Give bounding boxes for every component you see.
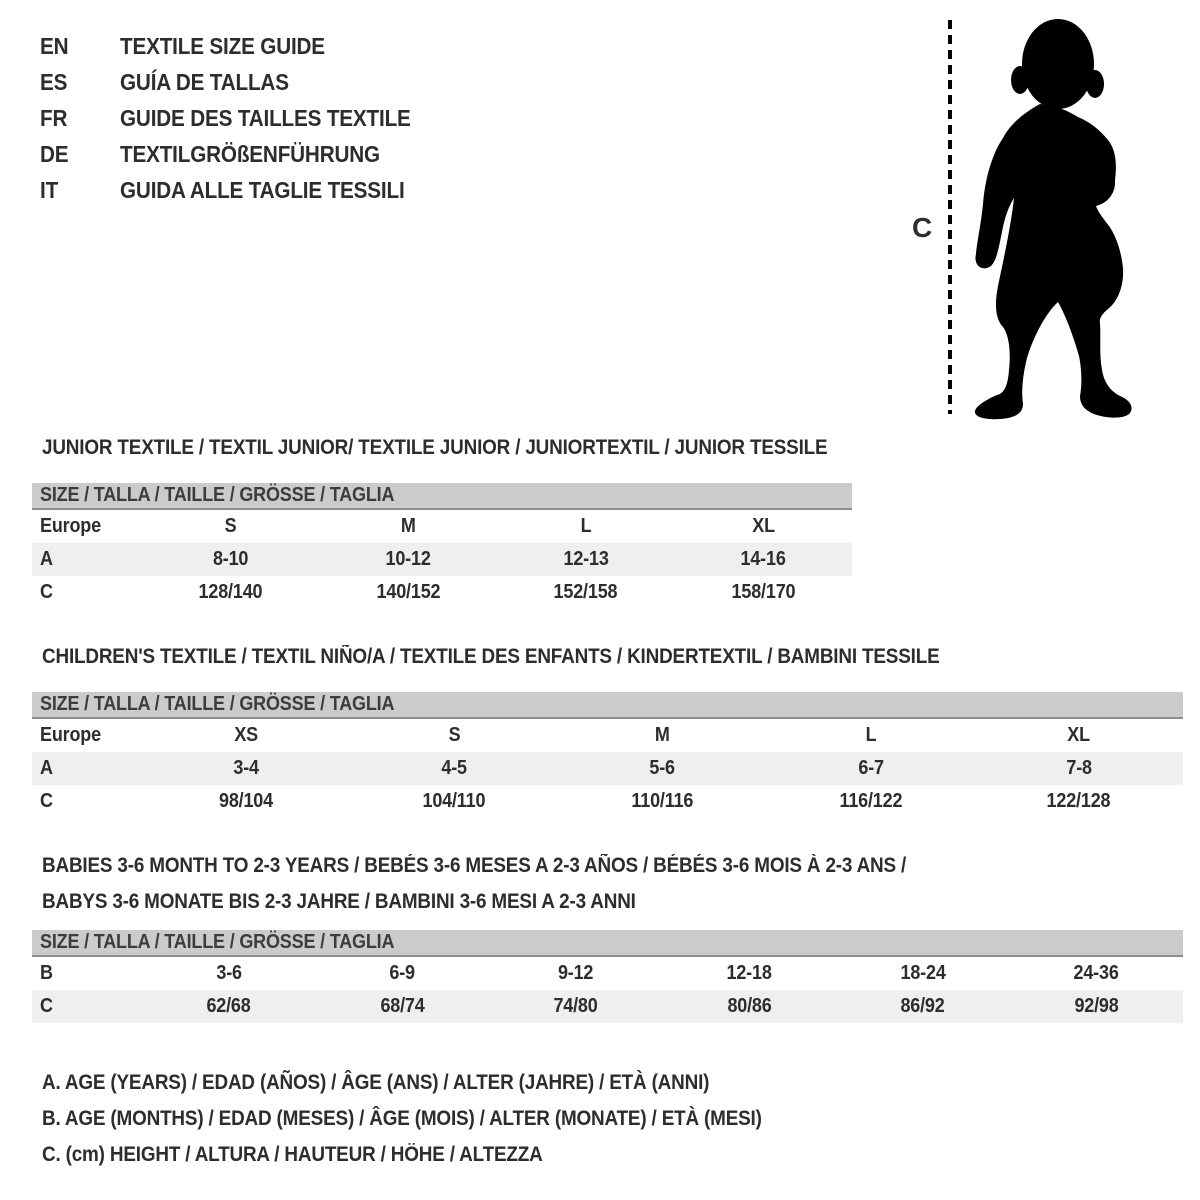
- row-label-text: C: [40, 581, 53, 603]
- section-junior: [32, 436, 1187, 609]
- table-cell: [497, 581, 675, 604]
- row-label-text: B: [40, 962, 53, 984]
- table-cell-text: 5-6: [649, 757, 676, 779]
- table-cell-text: 3-6: [216, 962, 242, 984]
- row-label-text: C: [40, 995, 53, 1017]
- table-cell: [320, 581, 498, 604]
- table-cell: [767, 724, 975, 747]
- table-cell: [675, 581, 853, 604]
- table-cell-text: 86/92: [900, 995, 945, 1017]
- table-cell-text: 3-4: [233, 757, 259, 779]
- measure-legend: [42, 1065, 1187, 1173]
- language-row: [40, 64, 443, 100]
- size-table-header-text: SIZE / TALLA / TAILLE / GRÖSSE / TAGLIA: [40, 484, 395, 506]
- table-cell: [1010, 962, 1184, 985]
- table-cell: [142, 962, 316, 985]
- table-cell-text: 158/170: [731, 581, 796, 603]
- table-cell: [350, 724, 558, 747]
- table-cell-text: 24-36: [1073, 962, 1119, 984]
- row-label: [32, 962, 142, 985]
- language-code-text: ES: [40, 68, 68, 95]
- table-cell: [320, 548, 498, 571]
- table-cell-text: L: [580, 515, 592, 537]
- language-label-text: GUIDA ALLE TAGLIE TESSILI: [120, 176, 405, 203]
- legend-line: [42, 1137, 1187, 1173]
- language-row: [40, 136, 443, 172]
- size-table-header: [32, 692, 1183, 719]
- language-row: [40, 28, 443, 64]
- table-cell: [142, 790, 350, 813]
- table-cell: [350, 790, 558, 813]
- table-row: [32, 990, 1183, 1023]
- table-cell-text: 14-16: [740, 548, 786, 570]
- language-code: [40, 69, 120, 96]
- language-label: [120, 105, 443, 132]
- row-label: [32, 724, 142, 747]
- baby-silhouette: [898, 12, 1158, 422]
- section-title-text: BABIES 3-6 MONTH TO 2-3 YEARS / BEBÉS 3-6 MESES A 2-3 AÑOS / BÉBÉS 3-6 MOIS À 2-3 ANS /: [42, 854, 907, 877]
- section-title-text: BABYS 3-6 MONATE BIS 2-3 JAHRE / BAMBINI 3-6 MESI A 2-3 ANNI: [42, 890, 636, 913]
- table-cell-text: 6-9: [389, 962, 415, 984]
- row-label-text: Europe: [40, 724, 101, 746]
- language-label-text: TEXTILGRÖßENFÜHRUNG: [120, 140, 380, 167]
- table-cell-text: 9-12: [558, 962, 594, 984]
- section-babies: [32, 848, 1187, 1023]
- table-cell-text: 152/158: [553, 581, 618, 603]
- size-table: [32, 483, 852, 609]
- table-cell-text: S: [448, 724, 461, 746]
- table-cell-text: 140/152: [376, 581, 441, 603]
- section-title-line: [42, 884, 1187, 920]
- table-cell: [497, 548, 675, 571]
- table-cell: [558, 757, 766, 780]
- legend-line-text: A. AGE (YEARS) / EDAD (AÑOS) / ÂGE (ANS) / ALTER (JAHRE) / ETÀ (ANNI): [42, 1071, 710, 1094]
- table-row: [32, 719, 1183, 752]
- language-code-text: FR: [40, 104, 68, 131]
- table-cell: [836, 995, 1010, 1018]
- size-table-body: [32, 719, 1183, 818]
- table-row: [32, 957, 1183, 990]
- language-list: [40, 28, 443, 208]
- size-table-body: [32, 957, 1183, 1023]
- legend-line-text: B. AGE (MONTHS) / EDAD (MESES) / ÂGE (MOIS) / ALTER (MONATE) / ETÀ (MESI): [42, 1107, 762, 1130]
- language-label: [120, 141, 409, 168]
- size-table-header: [32, 483, 852, 510]
- table-cell-text: 68/74: [380, 995, 425, 1017]
- row-label: [32, 548, 142, 571]
- table-cell-text: XL: [751, 515, 775, 537]
- language-label: [120, 177, 436, 204]
- row-label-text: A: [40, 757, 53, 779]
- table-cell-text: 6-7: [857, 757, 884, 779]
- size-sections: [32, 436, 1187, 1173]
- section-title-line: [42, 645, 1187, 668]
- table-cell: [142, 724, 350, 747]
- table-cell: [1010, 995, 1184, 1018]
- legend-line-text: C. (cm) HEIGHT / ALTURA / HAUTEUR / HÖHE / ALTEZZA: [42, 1143, 543, 1166]
- table-cell: [558, 724, 766, 747]
- language-label-text: GUIDE DES TAILLES TEXTILE: [120, 104, 411, 131]
- language-code: [40, 105, 120, 132]
- table-cell-text: 4-5: [441, 757, 468, 779]
- section-title-line: [42, 436, 1187, 459]
- table-cell: [142, 995, 316, 1018]
- language-row: [40, 172, 443, 208]
- language-code-text: EN: [40, 32, 69, 59]
- table-cell-text: 62/68: [206, 995, 251, 1017]
- language-label: [120, 33, 348, 60]
- table-cell: [663, 962, 837, 985]
- table-cell: [489, 962, 663, 985]
- language-code-text: DE: [40, 140, 69, 167]
- table-cell: [675, 548, 853, 571]
- row-label-text: A: [40, 548, 53, 570]
- table-row: [32, 543, 852, 576]
- table-cell: [675, 515, 853, 538]
- table-cell: [142, 515, 320, 538]
- table-cell-text: M: [400, 515, 416, 537]
- section-title-line: [42, 848, 1187, 884]
- table-row: [32, 510, 852, 543]
- row-label: [32, 515, 142, 538]
- table-cell: [975, 790, 1183, 813]
- row-label-text: C: [40, 790, 53, 812]
- table-cell-text: 110/116: [631, 790, 694, 812]
- section-title: [42, 436, 1187, 459]
- table-cell-text: 122/128: [1046, 790, 1111, 812]
- table-cell-text: 74/80: [553, 995, 598, 1017]
- table-cell: [489, 995, 663, 1018]
- table-cell: [316, 995, 490, 1018]
- table-cell: [497, 515, 675, 538]
- size-table: [32, 930, 1183, 1023]
- table-row: [32, 785, 1183, 818]
- table-cell-text: 80/86: [727, 995, 772, 1017]
- table-cell: [975, 757, 1183, 780]
- section-title: [42, 645, 1187, 668]
- table-cell-text: 12-13: [563, 548, 609, 570]
- table-cell-text: XL: [1067, 724, 1091, 746]
- table-cell-text: XS: [234, 724, 258, 746]
- language-label-text: TEXTILE SIZE GUIDE: [120, 32, 325, 59]
- table-cell-text: 128/140: [198, 581, 263, 603]
- row-label: [32, 757, 142, 780]
- section-children: [32, 645, 1187, 818]
- legend-line: [42, 1101, 1187, 1137]
- table-row: [32, 752, 1183, 785]
- table-cell: [320, 515, 498, 538]
- height-measure-label: C: [912, 212, 933, 243]
- language-label-text: GUÍA DE TALLAS: [120, 68, 289, 95]
- table-cell: [142, 581, 320, 604]
- language-code: [40, 177, 120, 204]
- table-cell-text: 18-24: [900, 962, 946, 984]
- table-cell: [142, 548, 320, 571]
- legend-line: [42, 1065, 1187, 1101]
- table-cell-text: 116/122: [839, 790, 903, 812]
- baby-ear-left: [1011, 66, 1029, 94]
- table-cell: [142, 757, 350, 780]
- baby-ear-right: [1086, 70, 1104, 98]
- figure-zone: [898, 12, 1158, 422]
- section-title-text: JUNIOR TEXTILE / TEXTIL JUNIOR/ TEXTILE JUNIOR / JUNIORTEXTIL / JUNIOR TESSILE: [42, 436, 828, 459]
- table-cell-text: 7-8: [1066, 757, 1092, 779]
- table-cell-text: L: [865, 724, 877, 746]
- table-cell-text: 12-18: [726, 962, 772, 984]
- table-cell-text: 104/110: [422, 790, 486, 812]
- table-cell: [558, 790, 766, 813]
- table-cell-text: M: [655, 724, 670, 746]
- row-label: [32, 790, 142, 813]
- row-label-text: Europe: [40, 515, 101, 537]
- size-table-body: [32, 510, 852, 609]
- table-cell-text: 92/98: [1074, 995, 1119, 1017]
- baby-body: [975, 104, 1132, 419]
- size-table: [32, 692, 1183, 818]
- table-cell: [663, 995, 837, 1018]
- language-label: [120, 69, 308, 96]
- section-title: [42, 848, 1187, 920]
- language-code: [40, 33, 120, 60]
- table-cell: [767, 790, 975, 813]
- section-title-text: CHILDREN'S TEXTILE / TEXTIL NIÑO/A / TEXTILE DES ENFANTS / KINDERTEXTIL / BAMBINI TESSILE: [42, 645, 940, 668]
- row-label: [32, 995, 142, 1018]
- table-cell-text: 8-10: [213, 548, 249, 570]
- size-table-header: [32, 930, 1183, 957]
- size-table-header-text: SIZE / TALLA / TAILLE / GRÖSSE / TAGLIA: [40, 693, 395, 715]
- table-cell-text: 10-12: [385, 548, 431, 570]
- table-cell: [767, 757, 975, 780]
- table-cell: [975, 724, 1183, 747]
- size-table-header-text: SIZE / TALLA / TAILLE / GRÖSSE / TAGLIA: [40, 931, 395, 953]
- baby-head: [1022, 19, 1094, 109]
- language-code: [40, 141, 120, 168]
- table-cell: [350, 757, 558, 780]
- table-cell-text: 98/104: [219, 790, 274, 812]
- language-code-text: IT: [40, 176, 59, 203]
- table-row: [32, 576, 852, 609]
- row-label: [32, 581, 142, 604]
- table-cell: [316, 962, 490, 985]
- language-row: [40, 100, 443, 136]
- table-cell: [836, 962, 1010, 985]
- table-cell-text: S: [224, 515, 237, 537]
